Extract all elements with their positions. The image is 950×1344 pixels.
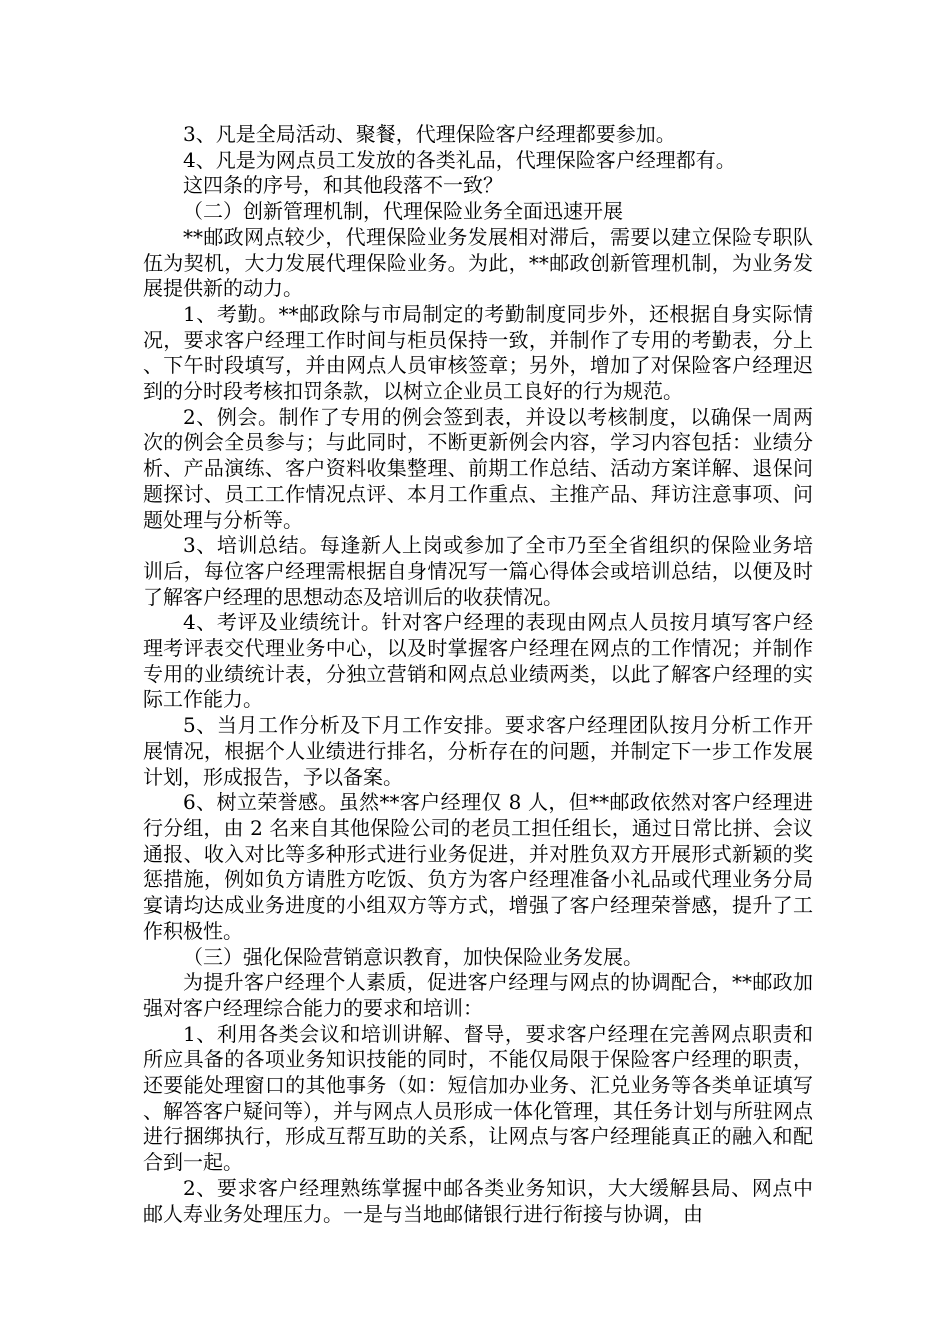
paragraph-honor: 6、树立荣誉感。虽然**客户经理仅 8 人，但**邮政依然对客户经理进行分组，由 2 名来自其他保险公司的老员工担任组长，通过日常比拼、会议通报、收入对比等多种形式进行业务促进，并对胜负双方开展形式新颖的奖惩措施，例如负方请胜方吃饭、负方为客户经理准备小礼品或代理业务分局宴请均达成业务进度的小组双方等方式，增强了客户经理荣誉感，提升了工作积极性。	[143, 790, 813, 943]
paragraph-intro: **邮政网点较少，代理保险业务发展相对滞后，需要以建立保险专职队伍为契机，大力发展代理保险业务。为此，**邮政创新管理机制，为业务发展提供新的动力。	[143, 224, 813, 301]
document-body	[143, 122, 813, 1227]
paragraph-item-4: 4、凡是为网点员工发放的各类礼品，代理保险客户经理都有。	[183, 147, 736, 172]
paragraph-training: 3、培训总结。每逢新人上岗或参加了全市乃至全省组织的保险业务培训后，每位客户经理需根据自身情况写一篇心得体会或培训总结，以便及时了解客户经理的思想动态及培训后的收获情况。	[143, 533, 813, 609]
paragraph-evaluation: 4、考评及业绩统计。针对客户经理的表现由网点人员按月填写客户经理考评表交代理业务中心，以及时掌握客户经理在网点的工作情况；并制作专用的业绩统计表，分独立营销和网点总业绩两类，以此了解客户经理的实际工作能力。	[143, 610, 813, 712]
section-heading-2: （二）创新管理机制，代理保险业务全面迅速开展	[183, 199, 623, 224]
paragraph-business-knowledge: 2、要求客户经理熟练掌握中邮各类业务知识，大大缓解县局、网点中邮人寿业务处理压力。一是与当地邮储银行进行衔接与协调，由	[143, 1175, 813, 1226]
paragraph-quality-intro: 为提升客户经理个人素质，促进客户经理与网点的协调配合，**邮政加强对客户经理综合能力的要求和培训：	[143, 970, 813, 1020]
section-heading-3: （三）强化保险营销意识教育，加快保险业务发展。	[183, 944, 643, 969]
paragraph-meetings-training: 1、利用各类会议和培训讲解、督导，要求客户经理在完善网点职责和所应具备的各项业务知识技能的同时，不能仅局限于保险客户经理的职责，还要能处理窗口的其他事务（如：短信加办业务、汇兑业务等各类单证填写、解答客户疑问等），并与网点人员形成一体化管理，其任务计划与所驻网点进行捆绑执行，形成互帮互助的关系，让网点与客户经理能真正的融入和配合到一起。	[143, 1021, 813, 1175]
paragraph-meeting: 2、例会。制作了专用的例会签到表，并设以考核制度，以确保一周两次的例会全员参与；与此同时，不断更新例会内容，学习内容包括：业绩分析、产品演练、客户资料收集整理、前期工作总结、活动方案详解、退保问题探讨、员工工作情况点评、本月工作重点、主推产品、拜访注意事项、问题处理与分析等。	[143, 404, 813, 532]
paragraph-note: 这四条的序号，和其他段落不一致？	[183, 173, 503, 198]
paragraph-monthly-plan: 5、当月工作分析及下月工作安排。要求客户经理团队按月分析工作开展情况，根据个人业绩进行排名，分析存在的问题，并制定下一步工作发展计划，形成报告，予以备案。	[143, 713, 813, 789]
paragraph-attendance: 1、考勤。**邮政除与市局制定的考勤制度同步外，还根据自身实际情况，要求客户经理工作时间与柜员保持一致，并制作了专用的考勤表，分上、下午时段填写，并由网点人员审核签章；另外，增加了对保险客户经理迟到的分时段考核扣罚条款，以树立企业员工良好的行为规范。	[143, 301, 813, 404]
paragraph-item-3: 3、凡是全局活动、聚餐，代理保险客户经理都要参加。	[183, 122, 676, 146]
